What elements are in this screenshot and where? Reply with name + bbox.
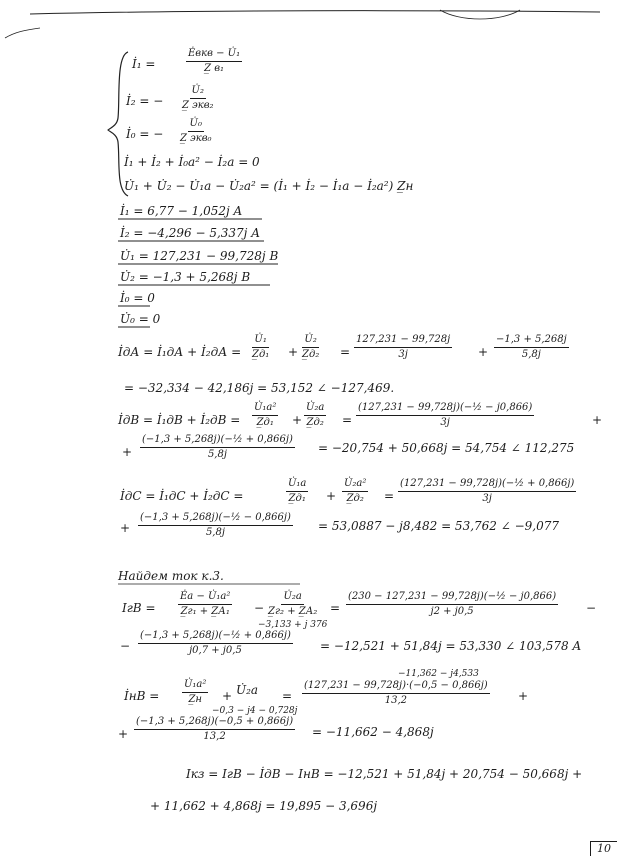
idb-frac-4 xyxy=(140,434,295,461)
eq2-denominator: Z̲ экв₂ xyxy=(182,100,214,111)
section-heading: Найдем ток к.3. xyxy=(118,569,224,583)
idc-result: = 53,0887 − j8,482 = 53,762 ∠ −9,077 xyxy=(318,519,560,533)
result-u2: U̇₂ = −1,3 + 5,268j B xyxy=(120,270,251,284)
eq4: İ₁ + İ₂ + İ₀a² − İ₂a = 0 xyxy=(124,155,260,169)
irb-frac-2 xyxy=(268,591,317,618)
irb-f2-num: U̇₂a xyxy=(281,591,303,605)
idb-f1-den: Z̲д₁ xyxy=(256,417,274,428)
ida-f3-den: 3j xyxy=(398,349,408,360)
ida-f4-num: −1,3 + 5,268j xyxy=(494,334,569,348)
ihb-frac-3 xyxy=(302,680,490,707)
idc-f1-den: Z̲д₁ xyxy=(288,493,306,504)
irb-f4-num: (−1,3 + 5,268j)(−½ + 0,866j) xyxy=(138,630,293,644)
eq1-lhs: İ₁ = xyxy=(132,57,156,71)
ihb-plus-end: + xyxy=(518,689,529,703)
irb-f1-den: Z̲г₁ + Z̲А₁ xyxy=(180,606,230,617)
idb-frac-3 xyxy=(356,402,534,429)
ida-frac-1 xyxy=(252,334,269,361)
idc-frac-3 xyxy=(398,478,576,505)
ida-f3-num: 127,231 − 99,728j xyxy=(354,334,452,348)
ida-frac-4 xyxy=(494,334,569,361)
ida-f1-num: U̇₁ xyxy=(252,334,268,348)
idb-f2-num: U̇₂a xyxy=(304,402,326,416)
ihb-f2: U̇₂a xyxy=(236,683,259,697)
eq3-numerator: U̇₀ xyxy=(188,118,204,132)
ihb-frac-1 xyxy=(182,679,208,706)
idc-f4-num: (−1,3 + 5,268j)(−½ − 0,866j) xyxy=(138,512,293,526)
ida-frac-3 xyxy=(354,334,452,361)
ida-frac-2 xyxy=(302,334,319,361)
idb-eq: = xyxy=(342,413,353,427)
result-u0: U̇₀ = 0 xyxy=(120,312,161,326)
idc-f2-den: Z̲д₂ xyxy=(346,493,364,504)
idc-frac-2 xyxy=(342,478,368,505)
idc-f3-num: (127,231 − 99,728j)(−½ + 0,866j) xyxy=(398,478,576,492)
idc-f3-den: 3j xyxy=(482,493,492,504)
idb-f2-den: Z̲д₂ xyxy=(306,417,324,428)
eq2-lhs: İ₂ = − xyxy=(126,94,164,108)
idc-f1-num: U̇₁a xyxy=(286,478,308,492)
ihb-note-mid: −0,3 − j4 − 0,728j xyxy=(212,706,298,716)
page-number: 10 xyxy=(590,841,617,856)
ihb-f1-den: Z̲н xyxy=(188,694,202,705)
idc-lhs: İдС = İ₁дС + İ₂дС = xyxy=(120,489,244,503)
irb-minus-start: − xyxy=(120,639,131,653)
idc-plus-start: + xyxy=(120,521,131,535)
irb-minus-end: − xyxy=(586,601,597,615)
ida-plus: + xyxy=(288,345,299,359)
irb-note: −3,133 + j 376 xyxy=(258,620,328,630)
idb-f4-den: 5,8j xyxy=(207,449,227,460)
ida-lhs: İдА = İ₁дА + İ₂дА = xyxy=(118,345,242,359)
idc-plus: + xyxy=(326,489,337,503)
ihb-note-top: −11,362 − j4,533 xyxy=(398,669,479,679)
ihb-f3-num: (127,231 − 99,728j)·(−0,5 − 0,866j) xyxy=(302,680,490,694)
result-i2: İ₂ = −4,296 − 5,337j A xyxy=(120,226,260,240)
irb-f3-den: j2 + j0,5 xyxy=(430,606,474,617)
idc-f2-num: U̇₂a² xyxy=(342,478,368,492)
ihb-eq: = xyxy=(282,689,293,703)
irb-eq: = xyxy=(330,601,341,615)
eq1-fraction xyxy=(186,48,242,75)
eq2-fraction xyxy=(182,85,214,112)
eq3-denominator: Z̲ экв₀ xyxy=(180,133,212,144)
irb-minus: − xyxy=(254,601,265,615)
ihb-f4-num: (−1,3 + 5,268j)(−0,5 + 0,866j) xyxy=(134,716,295,730)
ihb-result: = −11,662 − 4,868j xyxy=(312,725,434,739)
eq3-fraction xyxy=(180,118,212,145)
idb-f3-den: 3j xyxy=(440,417,450,428)
ihb-plus: + xyxy=(222,689,233,703)
ida-f2-den: Z̲д₂ xyxy=(302,349,320,360)
idc-frac-4 xyxy=(138,512,293,539)
irb-f1-num: Ėa − U̇₁a² xyxy=(178,591,232,605)
idb-f4-num: (−1,3 + 5,268j)(−½ + 0,866j) xyxy=(140,434,295,448)
eq1-denominator: Z̲ в₁ xyxy=(204,63,225,74)
idb-frac-2 xyxy=(304,402,326,429)
ihb-f4-den: 13,2 xyxy=(203,731,226,742)
ihb-f1-num: U̇₁a² xyxy=(182,679,208,693)
ida-f2-num: U̇₂ xyxy=(302,334,318,348)
idb-f1-num: U̇₁a² xyxy=(252,402,278,416)
idc-f4-den: 5,8j xyxy=(205,527,225,538)
idb-f3-num: (127,231 − 99,728j)(−½ − j0,866) xyxy=(356,402,534,416)
result-i0: İ₀ = 0 xyxy=(120,291,155,305)
ikz-line2: + 11,662 + 4,868j = 19,895 − 3,696j xyxy=(150,799,378,813)
ihb-frac-4 xyxy=(134,716,295,743)
ihb-lhs: İнВ = xyxy=(124,689,160,703)
result-u1: U̇₁ = 127,231 − 99,728j B xyxy=(120,249,279,263)
idb-frac-1 xyxy=(252,402,278,429)
irb-frac-4 xyxy=(138,630,293,657)
irb-f3-num: (230 − 127,231 − 99,728j)(−½ − j0,866) xyxy=(346,591,558,605)
idb-lhs: İдВ = İ₁дВ + İ₂дВ = xyxy=(118,413,241,427)
irb-f2-den: Z̲г₂ + Z̲А₂ xyxy=(268,606,318,617)
irb-lhs: IгВ = xyxy=(122,601,156,615)
result-i1: İ₁ = 6,77 − 1,052j A xyxy=(120,204,243,218)
irb-f4-den: j0,7 + j0,5 xyxy=(189,645,242,656)
ida-plus-2: + xyxy=(478,345,489,359)
idb-result: = −20,754 + 50,668j = 54,754 ∠ 112,275 xyxy=(318,441,575,455)
idb-plus: + xyxy=(292,413,303,427)
ida-eq: = xyxy=(340,345,351,359)
idc-frac-1 xyxy=(286,478,308,505)
eq5: U̇₁ + U̇₂ − U̇₁a − U̇₂a² = (İ₁ + İ₂ − İ₁a − İ₂a²) Z̲н xyxy=(124,179,414,193)
eq1-numerator: Ėвкв − U̇₁ xyxy=(186,48,242,62)
irb-frac-1 xyxy=(178,591,232,618)
ikz-line1: Iкз = IгВ − İдВ − IнВ = −12,521 + 51,84j + 20,754 − 50,668j + xyxy=(186,767,583,781)
ida-result: = −32,334 − 42,186j = 53,152 ∠ −127,469. xyxy=(124,381,395,395)
irb-frac-3 xyxy=(346,591,558,618)
eq2-numerator: U̇₂ xyxy=(190,85,206,99)
ihb-f3-den: 13,2 xyxy=(384,695,407,706)
ihb-plus-start: + xyxy=(118,727,129,741)
eq3-lhs: İ₀ = − xyxy=(126,127,164,141)
ida-f1-den: Z̲д₁ xyxy=(252,349,270,360)
idb-plus-end: + xyxy=(592,413,603,427)
idc-eq: = xyxy=(384,489,395,503)
idb-plus-start: + xyxy=(122,445,133,459)
ida-f4-den: 5,8j xyxy=(521,349,541,360)
irb-result: = −12,521 + 51,84j = 53,330 ∠ 103,578 A xyxy=(320,639,582,653)
